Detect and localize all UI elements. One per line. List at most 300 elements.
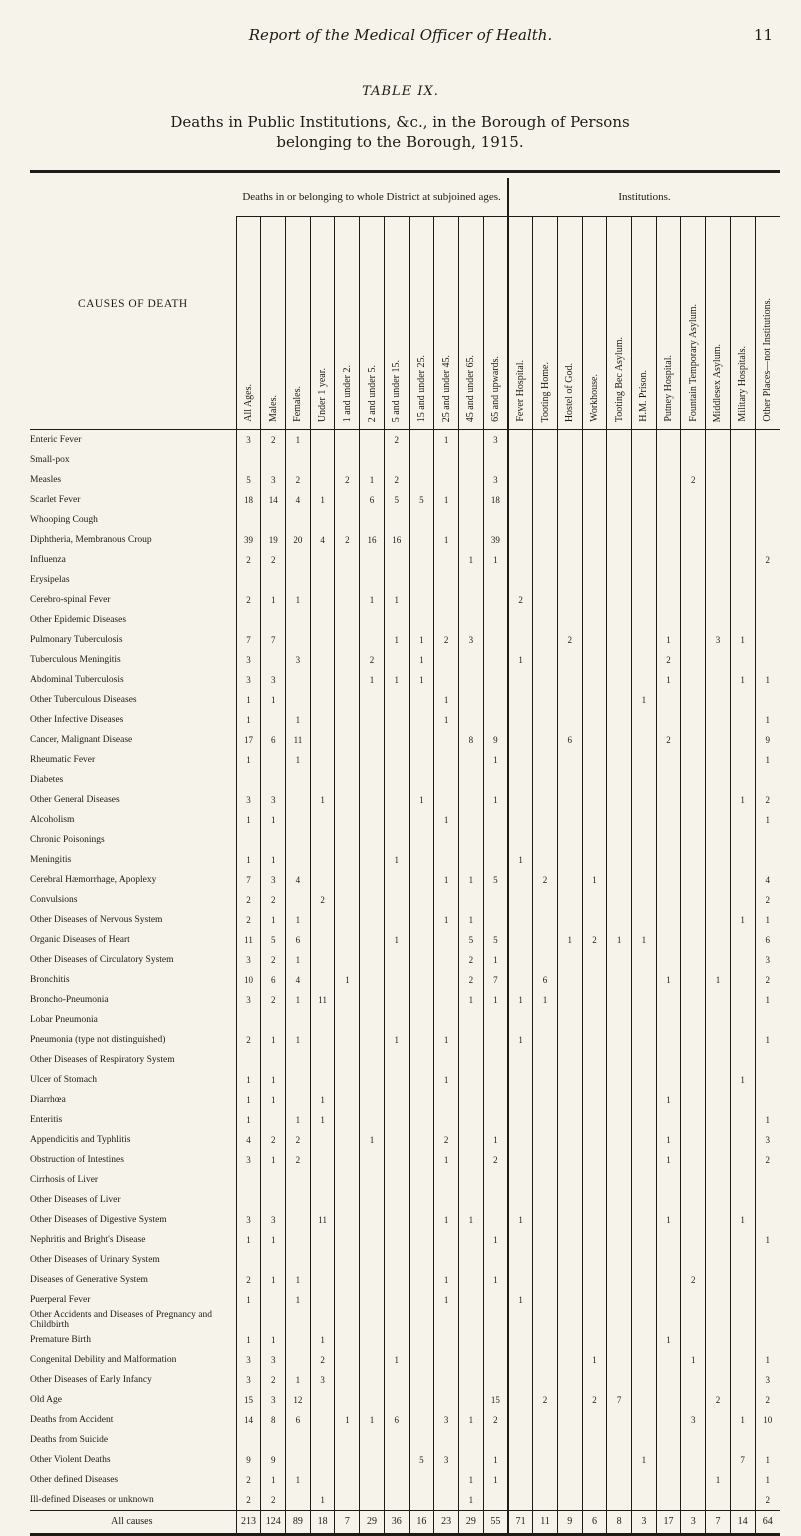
value-cell: [434, 1330, 459, 1350]
column-header-hostel-of-god: [557, 217, 582, 430]
value-cell: 3: [236, 790, 261, 810]
value-cell: [656, 610, 681, 630]
value-cell: 2: [384, 470, 409, 490]
value-cell: [557, 1410, 582, 1430]
value-cell: [533, 950, 558, 970]
value-cell: [681, 1190, 706, 1210]
value-cell: [508, 1190, 533, 1210]
value-cell: 3: [755, 950, 780, 970]
value-cell: [508, 910, 533, 930]
value-cell: [681, 670, 706, 690]
value-cell: [286, 770, 311, 790]
value-cell: [335, 1250, 360, 1270]
value-cell: [409, 1070, 434, 1090]
table-row: [30, 550, 780, 570]
value-cell: [533, 1190, 558, 1210]
value-cell: [310, 1030, 335, 1050]
value-cell: 1: [286, 1270, 311, 1290]
value-cell: 5: [236, 470, 261, 490]
value-cell: 7: [607, 1390, 632, 1410]
value-cell: [286, 1170, 311, 1190]
value-cell: [360, 630, 385, 650]
value-cell: [607, 1190, 632, 1210]
column-header-label: 65 and upwards.: [489, 356, 501, 422]
value-cell: [656, 1410, 681, 1430]
value-cell: [557, 690, 582, 710]
value-cell: 1: [261, 1150, 286, 1170]
value-cell: 1: [458, 550, 483, 570]
cause-cell: Nephritis and Bright's Disease: [30, 1235, 146, 1245]
value-cell: 2: [434, 630, 459, 650]
value-cell: [730, 610, 755, 630]
column-header-5-and-under-15: [384, 217, 409, 430]
table-row: [30, 1450, 780, 1470]
value-cell: 1: [755, 670, 780, 690]
value-cell: 3: [236, 990, 261, 1010]
value-cell: [557, 1170, 582, 1190]
value-cell: 1: [236, 850, 261, 870]
value-cell: 16: [409, 1511, 434, 1535]
value-cell: 1: [384, 670, 409, 690]
value-cell: 1: [656, 670, 681, 690]
value-cell: [310, 870, 335, 890]
value-cell: [360, 1270, 385, 1290]
cause-cell: Cirrhosis of Liver: [30, 1175, 99, 1185]
value-cell: 1: [286, 750, 311, 770]
value-cell: [508, 1310, 533, 1330]
value-cell: [656, 890, 681, 910]
column-header-label: 15 and under 25.: [415, 354, 427, 422]
value-cell: [730, 430, 755, 451]
value-cell: [582, 950, 607, 970]
cause-cell: Diarrhœa: [30, 1095, 66, 1105]
value-cell: [360, 970, 385, 990]
column-header-workhouse: [582, 217, 607, 430]
column-header-label: All Ages.: [243, 384, 254, 422]
value-cell: [310, 510, 335, 530]
table-row: [30, 1190, 780, 1210]
value-cell: [607, 770, 632, 790]
value-cell: [706, 1170, 731, 1190]
value-cell: [632, 1250, 657, 1270]
value-cell: [607, 1230, 632, 1250]
value-cell: [483, 1070, 508, 1090]
value-cell: [557, 1250, 582, 1270]
value-cell: [730, 730, 755, 750]
value-cell: 1: [434, 1030, 459, 1050]
value-cell: [384, 890, 409, 910]
value-cell: 1: [236, 1290, 261, 1310]
value-cell: [582, 1470, 607, 1490]
value-cell: [582, 450, 607, 470]
value-cell: [384, 1250, 409, 1270]
column-header-label: 45 and under 65.: [465, 354, 477, 422]
value-cell: 1: [755, 1230, 780, 1250]
value-cell: 5: [483, 930, 508, 950]
cause-cell: Enteritis: [30, 1115, 63, 1125]
table-row: [30, 510, 780, 530]
value-cell: [360, 950, 385, 970]
value-cell: [360, 1050, 385, 1070]
value-cell: [335, 710, 360, 730]
value-cell: [384, 1050, 409, 1070]
value-cell: [508, 1450, 533, 1470]
column-header-label: Workhouse.: [588, 374, 600, 422]
cause-cell: Broncho-Pneumonia: [30, 995, 109, 1005]
value-cell: [286, 450, 311, 470]
value-cell: [409, 570, 434, 590]
value-cell: [706, 1110, 731, 1130]
value-cell: [582, 990, 607, 1010]
value-cell: [656, 450, 681, 470]
value-cell: [458, 750, 483, 770]
value-cell: [706, 770, 731, 790]
value-cell: [360, 1250, 385, 1270]
value-cell: [434, 730, 459, 750]
value-cell: 2: [533, 870, 558, 890]
value-cell: [384, 1270, 409, 1290]
value-cell: [755, 1070, 780, 1090]
value-cell: 5: [458, 930, 483, 950]
table-row: [30, 1390, 780, 1410]
value-cell: [409, 470, 434, 490]
value-cell: [557, 1110, 582, 1130]
value-cell: [508, 470, 533, 490]
value-cell: [483, 1010, 508, 1030]
table-row: [30, 1110, 780, 1130]
value-cell: [582, 970, 607, 990]
value-cell: [533, 1210, 558, 1230]
value-cell: [335, 830, 360, 850]
value-cell: [533, 1330, 558, 1350]
value-cell: [335, 790, 360, 810]
cause-cell: Influenza: [30, 555, 66, 565]
value-cell: 1: [434, 810, 459, 830]
value-cell: [632, 1190, 657, 1210]
value-cell: [360, 830, 385, 850]
value-cell: [656, 510, 681, 530]
value-cell: [434, 570, 459, 590]
value-cell: 1: [458, 1210, 483, 1230]
value-cell: [582, 1070, 607, 1090]
value-cell: 9: [755, 730, 780, 750]
value-cell: [409, 1290, 434, 1310]
value-cell: [681, 1090, 706, 1110]
value-cell: [434, 470, 459, 490]
table-row: [30, 750, 780, 770]
value-cell: [434, 1190, 459, 1210]
value-cell: [335, 1210, 360, 1230]
value-cell: 89: [286, 1511, 311, 1535]
total-row: [30, 1511, 780, 1535]
value-cell: [607, 1310, 632, 1330]
value-cell: [360, 1170, 385, 1190]
value-cell: [656, 490, 681, 510]
value-cell: [286, 1310, 311, 1330]
value-cell: 3: [261, 470, 286, 490]
value-cell: [533, 1450, 558, 1470]
value-cell: [458, 1030, 483, 1050]
cause-cell: Cerebral Hæmorrhage, Apoplexy: [30, 875, 157, 885]
value-cell: [360, 850, 385, 870]
value-cell: 1: [286, 1030, 311, 1050]
value-cell: [286, 850, 311, 870]
value-cell: 2: [335, 470, 360, 490]
value-cell: [557, 850, 582, 870]
value-cell: [508, 810, 533, 830]
value-cell: 1: [409, 670, 434, 690]
value-cell: [706, 610, 731, 630]
value-cell: 16: [360, 530, 385, 550]
value-cell: [632, 810, 657, 830]
cause-cell: Premature Birth: [30, 1335, 91, 1345]
value-cell: [557, 1230, 582, 1250]
value-cell: 5: [261, 930, 286, 950]
value-cell: [335, 1370, 360, 1390]
value-cell: [360, 1090, 385, 1110]
value-cell: [557, 1290, 582, 1310]
column-header-1-and-under-2: [335, 217, 360, 430]
value-cell: [335, 1130, 360, 1150]
value-cell: [632, 1310, 657, 1330]
column-header-label: H.M. Prison.: [638, 370, 650, 422]
value-cell: [656, 950, 681, 970]
value-cell: [582, 1490, 607, 1511]
value-cell: 1: [384, 850, 409, 870]
value-cell: [582, 1430, 607, 1450]
value-cell: [607, 510, 632, 530]
value-cell: [582, 1110, 607, 1130]
value-cell: [533, 830, 558, 850]
value-cell: [681, 530, 706, 550]
value-cell: 2: [384, 430, 409, 451]
value-cell: [483, 1190, 508, 1210]
value-cell: 1: [384, 630, 409, 650]
value-cell: [384, 1150, 409, 1170]
value-cell: [533, 1110, 558, 1130]
value-cell: 2: [236, 1490, 261, 1511]
value-cell: [409, 1310, 434, 1330]
value-cell: [533, 590, 558, 610]
value-cell: [384, 1490, 409, 1511]
value-cell: 11: [286, 730, 311, 750]
value-cell: [706, 1130, 731, 1150]
value-cell: [607, 1090, 632, 1110]
column-header-label: Putney Hospital.: [663, 355, 675, 422]
value-cell: [458, 1250, 483, 1270]
institutions-group-header: Institutions.: [508, 178, 780, 217]
value-cell: [409, 450, 434, 470]
value-cell: [508, 1010, 533, 1030]
value-cell: [632, 970, 657, 990]
value-cell: [607, 1210, 632, 1230]
cause-cell: Congenital Debility and Malformation: [30, 1355, 177, 1365]
table-row: [30, 1050, 780, 1070]
value-cell: [409, 830, 434, 850]
value-cell: [335, 810, 360, 830]
value-cell: [286, 890, 311, 910]
value-cell: [533, 1130, 558, 1150]
value-cell: [706, 570, 731, 590]
value-cell: [409, 870, 434, 890]
table-row: [30, 810, 780, 830]
cause-cell: Other defined Diseases: [30, 1475, 119, 1485]
value-cell: [681, 990, 706, 1010]
value-cell: [360, 1310, 385, 1330]
value-cell: 29: [458, 1511, 483, 1535]
value-cell: 1: [310, 490, 335, 510]
value-cell: [706, 1050, 731, 1070]
page-number: 11: [753, 26, 773, 44]
cause-cell: Chronic Poisonings: [30, 835, 105, 845]
table-label: TABLE IX.: [362, 84, 439, 99]
value-cell: [508, 830, 533, 850]
value-cell: [286, 630, 311, 650]
value-cell: [730, 590, 755, 610]
value-cell: 18: [310, 1511, 335, 1535]
value-cell: [706, 870, 731, 890]
value-cell: 1: [360, 1130, 385, 1150]
column-header-label: Females.: [292, 386, 304, 422]
value-cell: 15: [236, 1390, 261, 1410]
table-row: [30, 1010, 780, 1030]
value-cell: [236, 610, 261, 630]
value-cell: [434, 1350, 459, 1370]
value-cell: [582, 1230, 607, 1250]
value-cell: [360, 910, 385, 930]
value-cell: [730, 850, 755, 870]
value-cell: [632, 750, 657, 770]
value-cell: [582, 1450, 607, 1470]
value-cell: [508, 550, 533, 570]
value-cell: [755, 1330, 780, 1350]
value-cell: 19: [261, 530, 286, 550]
value-cell: [286, 1090, 311, 1110]
cause-cell: Other Diseases of Liver: [30, 1195, 121, 1205]
cause-cell: Lobar Pneumonia: [30, 1015, 98, 1025]
value-cell: 1: [458, 910, 483, 930]
value-cell: [409, 770, 434, 790]
value-cell: [261, 1050, 286, 1070]
value-cell: [533, 1230, 558, 1250]
value-cell: [483, 1490, 508, 1511]
table-row: [30, 490, 780, 510]
value-cell: [261, 710, 286, 730]
value-cell: [409, 510, 434, 530]
value-cell: [360, 1230, 385, 1250]
value-cell: 6: [286, 1410, 311, 1430]
value-cell: 1: [384, 1030, 409, 1050]
value-cell: [656, 1490, 681, 1511]
value-cell: [261, 1310, 286, 1330]
value-cell: [384, 690, 409, 710]
value-cell: [582, 1270, 607, 1290]
value-cell: 2: [236, 1470, 261, 1490]
cause-cell: Measles: [30, 475, 62, 485]
value-cell: [286, 1430, 311, 1450]
value-cell: [706, 1430, 731, 1450]
value-cell: [508, 890, 533, 910]
value-cell: [557, 1150, 582, 1170]
value-cell: [681, 690, 706, 710]
value-cell: 2: [755, 1390, 780, 1410]
value-cell: 1: [286, 1470, 311, 1490]
value-cell: [310, 1450, 335, 1470]
value-cell: [310, 850, 335, 870]
cause-cell: Other General Diseases: [30, 795, 120, 805]
value-cell: [656, 1230, 681, 1250]
value-cell: [335, 1230, 360, 1250]
value-cell: [730, 1430, 755, 1450]
column-header-label: Tooting Bec Asylum.: [613, 336, 625, 422]
value-cell: [335, 1170, 360, 1190]
value-cell: [409, 850, 434, 870]
value-cell: [656, 790, 681, 810]
value-cell: [409, 1150, 434, 1170]
value-cell: [335, 1070, 360, 1090]
value-cell: [310, 630, 335, 650]
value-cell: [384, 550, 409, 570]
value-cell: [458, 690, 483, 710]
value-cell: 1: [656, 1090, 681, 1110]
value-cell: [483, 1050, 508, 1070]
value-cell: [582, 510, 607, 530]
value-cell: [681, 1110, 706, 1130]
value-cell: [483, 630, 508, 650]
value-cell: [360, 790, 385, 810]
value-cell: 10: [236, 970, 261, 990]
value-cell: [310, 1270, 335, 1290]
value-cell: [632, 490, 657, 510]
value-cell: [458, 1430, 483, 1450]
value-cell: [384, 1430, 409, 1450]
value-cell: [557, 1490, 582, 1511]
table-row: [30, 970, 780, 990]
value-cell: [533, 1090, 558, 1110]
value-cell: 5: [483, 870, 508, 890]
value-cell: [508, 670, 533, 690]
value-cell: [730, 1230, 755, 1250]
value-cell: [706, 430, 731, 451]
value-cell: 1: [557, 930, 582, 950]
cause-cell: Pulmonary Tuberculosis: [30, 635, 123, 645]
value-cell: [755, 650, 780, 670]
value-cell: [508, 1170, 533, 1190]
value-cell: [607, 650, 632, 670]
value-cell: [557, 710, 582, 730]
value-cell: [557, 950, 582, 970]
value-cell: 1: [236, 690, 261, 710]
value-cell: [261, 1290, 286, 1310]
value-cell: [755, 590, 780, 610]
value-cell: [730, 1290, 755, 1310]
value-cell: [681, 910, 706, 930]
value-cell: [533, 570, 558, 590]
value-cell: [706, 1150, 731, 1170]
value-cell: [557, 470, 582, 490]
value-cell: 1: [755, 710, 780, 730]
column-header-label: Under 1 year.: [317, 367, 329, 422]
table-row: [30, 1350, 780, 1370]
value-cell: [483, 450, 508, 470]
table-row: [30, 1070, 780, 1090]
value-cell: 18: [236, 490, 261, 510]
value-cell: [458, 1090, 483, 1110]
value-cell: [755, 690, 780, 710]
value-cell: [458, 830, 483, 850]
value-cell: 3: [434, 1450, 459, 1470]
value-cell: 2: [458, 950, 483, 970]
